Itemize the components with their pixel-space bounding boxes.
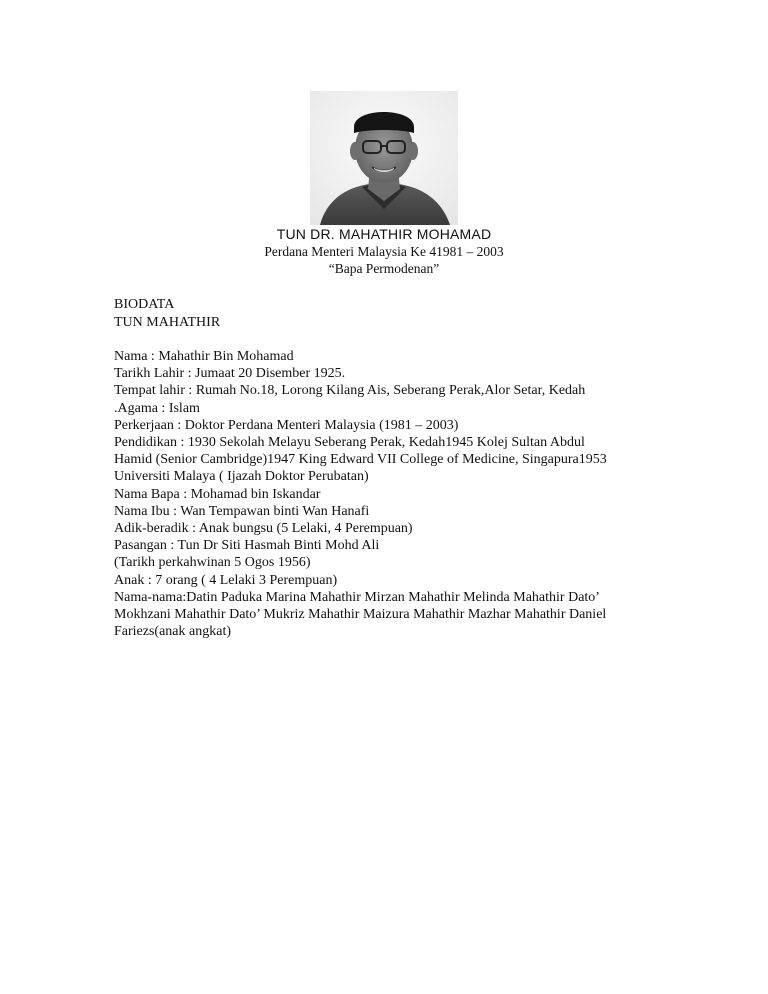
bio-line: Pendidikan : 1930 Sekolah Melayu Seberang Perak, Kedah1945 Kolej Sultan Abdul (114, 435, 585, 451)
bio-line: Tempat lahir : Rumah No.18, Lorong Kilang Ais, Seberang Perak,Alor Setar, Kedah (114, 383, 586, 399)
person-title: Perdana Menteri Malaysia Ke 41981 – 2003 (264, 244, 504, 259)
bio-line: Universiti Malaya ( Ijazah Doktor Perubatan) (114, 469, 369, 485)
bio-line: Nama-nama:Datin Paduka Marina Mahathir Mirzan Mahathir Melinda Mahathir Dato’ (114, 589, 600, 605)
bio-line: Nama Bapa : Mohamad bin Iskandar (114, 486, 321, 502)
person-nickname: “Bapa Permodenan” (328, 261, 440, 276)
document-header (0, 226, 768, 277)
bio-line: (Tarikh perkahwinan 5 Ogos 1956) (114, 555, 311, 571)
portrait-photo (310, 91, 458, 225)
bio-line: Perkerjaan : Doktor Perdana Menteri Malaysia (1981 – 2003) (114, 417, 459, 433)
bio-line: Nama Ibu : Wan Tempawan binti Wan Hanafi (114, 503, 370, 519)
section-heading (114, 296, 220, 332)
bio-line: Nama : Mahathir Bin Mohamad (114, 349, 294, 364)
heading-biodata: BIODATA (114, 297, 175, 312)
bio-line: Adik-beradik : Anak bungsu (5 Lelaki, 4 Perempuan) (114, 521, 413, 537)
bio-line: Fariezs(anak angkat) (114, 624, 231, 640)
bio-line: .Agama : Islam (114, 400, 200, 416)
portrait-image (310, 91, 458, 225)
biodata-body (114, 348, 674, 640)
bio-line: Anak : 7 orang ( 4 Lelaki 3 Perempuan) (114, 572, 338, 588)
person-name: TUN DR. MAHATHIR MOHAMAD (276, 226, 492, 242)
bio-line: Pasangan : Tun Dr Siti Hasmah Binti Mohd Ali (114, 538, 380, 554)
bio-line: Hamid (Senior Cambridge)1947 King Edward VII College of Medicine, Singapura1953 (114, 452, 607, 468)
heading-subject: TUN MAHATHIR (114, 315, 221, 330)
bio-line: Tarikh Lahir : Jumaat 20 Disember 1925. (114, 366, 346, 382)
bio-line: Mokhzani Mahathir Dato’ Mukriz Mahathir Maizura Mahathir Mazhar Mahathir Daniel (114, 607, 607, 623)
